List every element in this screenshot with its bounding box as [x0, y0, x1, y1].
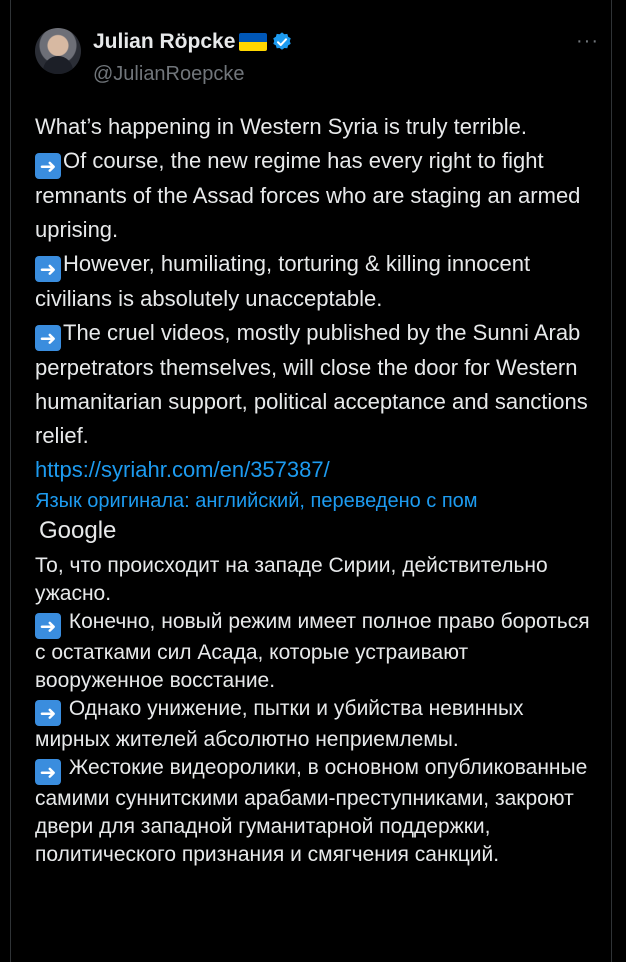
- author-handle[interactable]: @JulianRoepcke: [93, 63, 245, 85]
- tweet-line: What’s happening in Western Syria is truly terrible.: [35, 114, 527, 139]
- translation-note[interactable]: Язык оригинала: английский, переведено с пом: [35, 490, 478, 512]
- translation-point: ➜ Конечно, новый режим имеет полное право бороться с остатками сил Асада, которые устраивают вооруженное восстание.: [35, 610, 590, 692]
- arrow-right-icon: ➜: [35, 759, 61, 785]
- google-logo: Google: [39, 517, 117, 544]
- tweet-card: [10, 0, 612, 962]
- tweet-point: ➜ Of course, the new regime has every right to fight remnants of the Assad forces who are staging an armed uprising.: [35, 148, 581, 242]
- tweet-point: ➜ The cruel videos, mostly published by the Sunni Arab perpetrators themselves, will close the door for Western humanitarian support, political acceptance and sanctions relief.: [35, 320, 588, 448]
- ukraine-flag-icon: [239, 33, 267, 51]
- tweet-point: ➜ However, humiliating, torturing & killing innocent civilians is absolutely unacceptable.: [35, 251, 531, 311]
- more-options-icon[interactable]: ···: [576, 30, 599, 52]
- arrow-right-icon: ➜: [35, 153, 61, 179]
- author-name-row: [93, 30, 293, 54]
- translation-point: ➜ Жестокие видеоролики, в основном опубликованные самими суннитскими арабами-преступниками, закроют двери для западной гуманитарной поддержки, политического признания и смягчения санкций.: [35, 756, 588, 866]
- translation-line: То, что происходит на западе Сирии, действительно ужасно.: [35, 554, 548, 605]
- arrow-right-icon: ➜: [35, 256, 61, 282]
- arrow-right-icon: ➜: [35, 325, 61, 351]
- verified-badge-icon[interactable]: [271, 31, 293, 53]
- tweet-text: [35, 110, 601, 487]
- tweet-header: [35, 24, 601, 94]
- translated-text: [35, 552, 601, 869]
- arrow-right-icon: ➜: [35, 613, 61, 639]
- translation-point: ➜ Однако унижение, пытки и убийства невинных мирных жителей абсолютно неприемлемы.: [35, 697, 524, 751]
- arrow-right-icon: ➜: [35, 700, 61, 726]
- author-name[interactable]: Julian Röpcke: [93, 30, 236, 53]
- tweet-link[interactable]: https://syriahr.com/en/357387/: [35, 457, 330, 482]
- author-avatar[interactable]: [35, 28, 81, 74]
